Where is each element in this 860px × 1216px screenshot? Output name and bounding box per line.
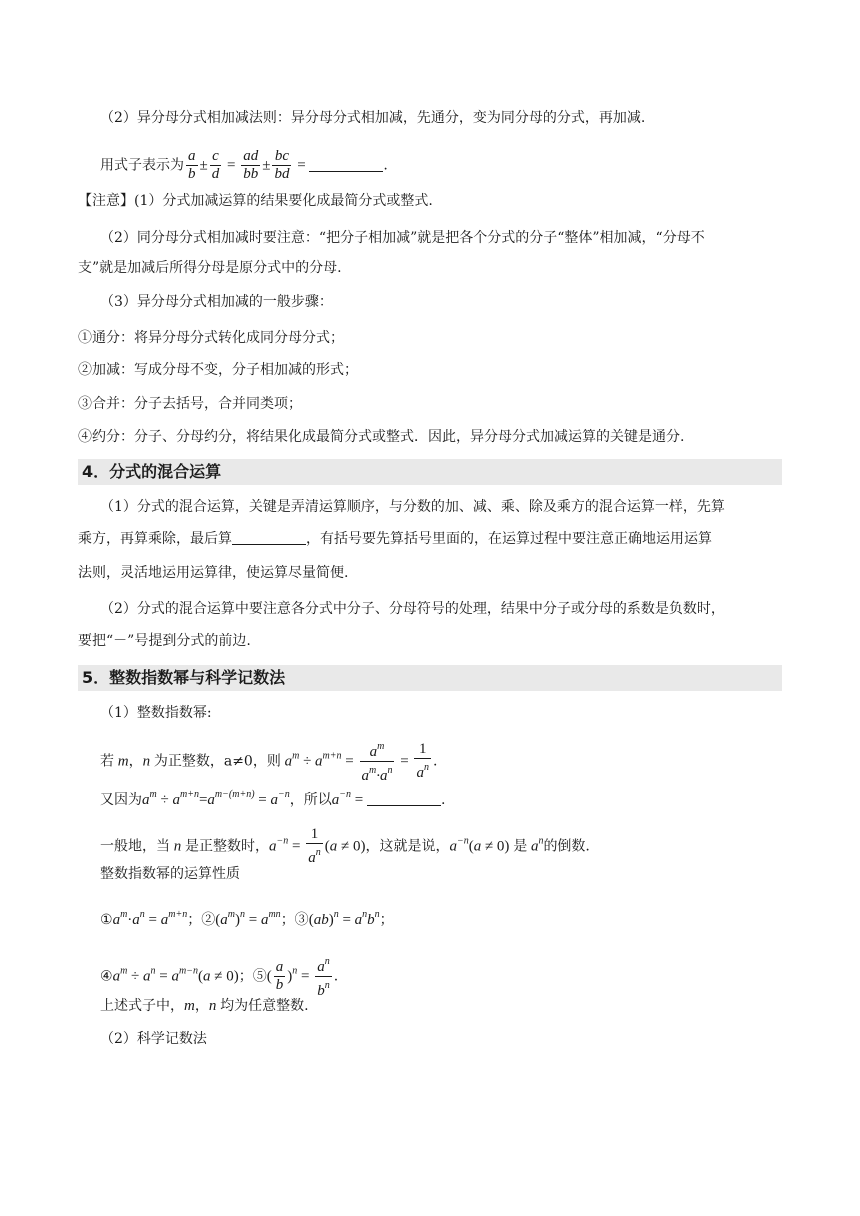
step-1: ①通分：将异分母分式转化成同分母分式； [78,330,344,346]
properties-note: 上述式子中，m，n 均为任意整数. [100,998,309,1014]
exponent-derivation-2: 又因为$a^m \div a^{m+n}=a^{m-(m+n)} = a^{-n}$，所以$a^{-n}$ = . [100,789,446,808]
fraction-a-over-b: $\frac{a}{b}$ [275,959,284,993]
note-1: 【注意】(1）分式加减运算的结果要化成最简分式或整式. [78,193,433,209]
fraction-a-b: $\frac{a}{b}$ [188,148,196,182]
fraction-1-over-an: $\frac{1}{a^n}$ [416,741,429,781]
sec4-p1-line-2: 乘方，再算乘除，最后算 ，有括号要先算括号里面的，在运算过程中要注意正确地运用运算 [78,531,712,547]
note-2-line-1: （2）同分母分式相加减时要注意：“把分子相加减”就是把各个分式的分子“整体”相加减，“分母不 [100,230,705,246]
addition-formula: 用式子表示为 $\frac{a}{b}$ ± $\frac{c}{d}$ = $\frac{ad}{bb}$ ± $\frac{bc}{bd}$ = . [100,148,388,182]
answer-blank[interactable] [367,791,441,806]
properties-title: 整数指数幂的运算性质 [100,866,240,882]
section-4-heading: 4．分式的混合运算 [78,459,782,485]
fraction-c-d: $\frac{c}{d}$ [211,148,220,182]
sec4-p2-line-2: 要把“－”号提到分式的前边. [78,633,251,649]
sec4-p2-line-1: （2）分式的混合运算中要注意各分式中分子、分母符号的处理，结果中分子或分母的系数是负数时， [100,601,725,617]
formula-prefix: 用式子表示为 [100,157,184,174]
exponent-derivation-1: 若 m，n 为正整数，a≠0，则 $a^m \div a^{m+n}$ = $\frac{a^m}{a^m\cdot a^n}$ = $\frac{1}{a^n}$ . [100,738,437,785]
fraction-am-over-am-an: $\frac{a^m}{a^m\cdot a^n}$ [360,738,395,785]
fraction-1-over-an: $\frac{1}{a^n}$ [308,826,321,866]
fraction-an-over-bn: $\frac{a^n}{b^n}$ [315,953,332,1000]
section-5-heading: 5．整数指数幂与科学记数法 [78,665,782,691]
sec4-p1-line-1: （1）分式的混合运算，关键是弄清运算顺序，与分数的加、减、乘、除及乘方的混合运算一样，先算 [100,499,725,515]
answer-blank[interactable] [309,157,383,172]
note-2-line-2: 支”就是加减后所得分母是原分式中的分母. [78,260,342,276]
answer-blank[interactable] [232,530,306,545]
note-3: （3）异分母分式相加减的一般步骤： [100,294,333,310]
sec4-p1-line-3: 法则，灵活地运用运算律，使运算尽量简便. [78,565,349,581]
fraction-ad-bb: $\frac{ad}{bb}$ [243,148,259,182]
fraction-bc-bd: $\frac{bc}{bd}$ [274,148,290,182]
step-2: ②加减：写成分母不变，分子相加减的形式； [78,362,358,378]
step-4: ④约分：分子、分母约分，将结果化成最简分式或整式．因此，异分母分式加减运算的关键是通分. [78,429,685,445]
rule-different-denominators: （2）异分母分式相加减法则：异分母分式相加减，先通分，变为同分母的分式，再加减. [100,110,646,126]
exponent-properties-1-3: $①a^m\cdot a^n = a^{m+n}$；$②(a^m)^n = a^{mn}$；③(ab)$^n$ = $a^nb^n$； [100,909,394,928]
sub-integer-exponent: （1）整数指数幂: [100,705,212,721]
exponent-properties-4-5: $④a^m \div a^n = a^{m-n}(a \ne 0)$；⑤( $\frac{a}{b}$ )$^n$ = $\frac{a^n}{b^n}$ . [100,953,338,1000]
step-3: ③合并：分子去括号，合并同类项； [78,396,302,412]
sub-scientific-notation: （2）科学记数法 [100,1031,207,1047]
negative-exponent-definition: 一般地，当 n 是正整数时，$a^{-n}$ = $\frac{1}{a^n}$ (a ≠ 0)，这就是说，$a^{-n}(a \ne 0)$ 是 $a^n$的倒数. [100,826,590,866]
